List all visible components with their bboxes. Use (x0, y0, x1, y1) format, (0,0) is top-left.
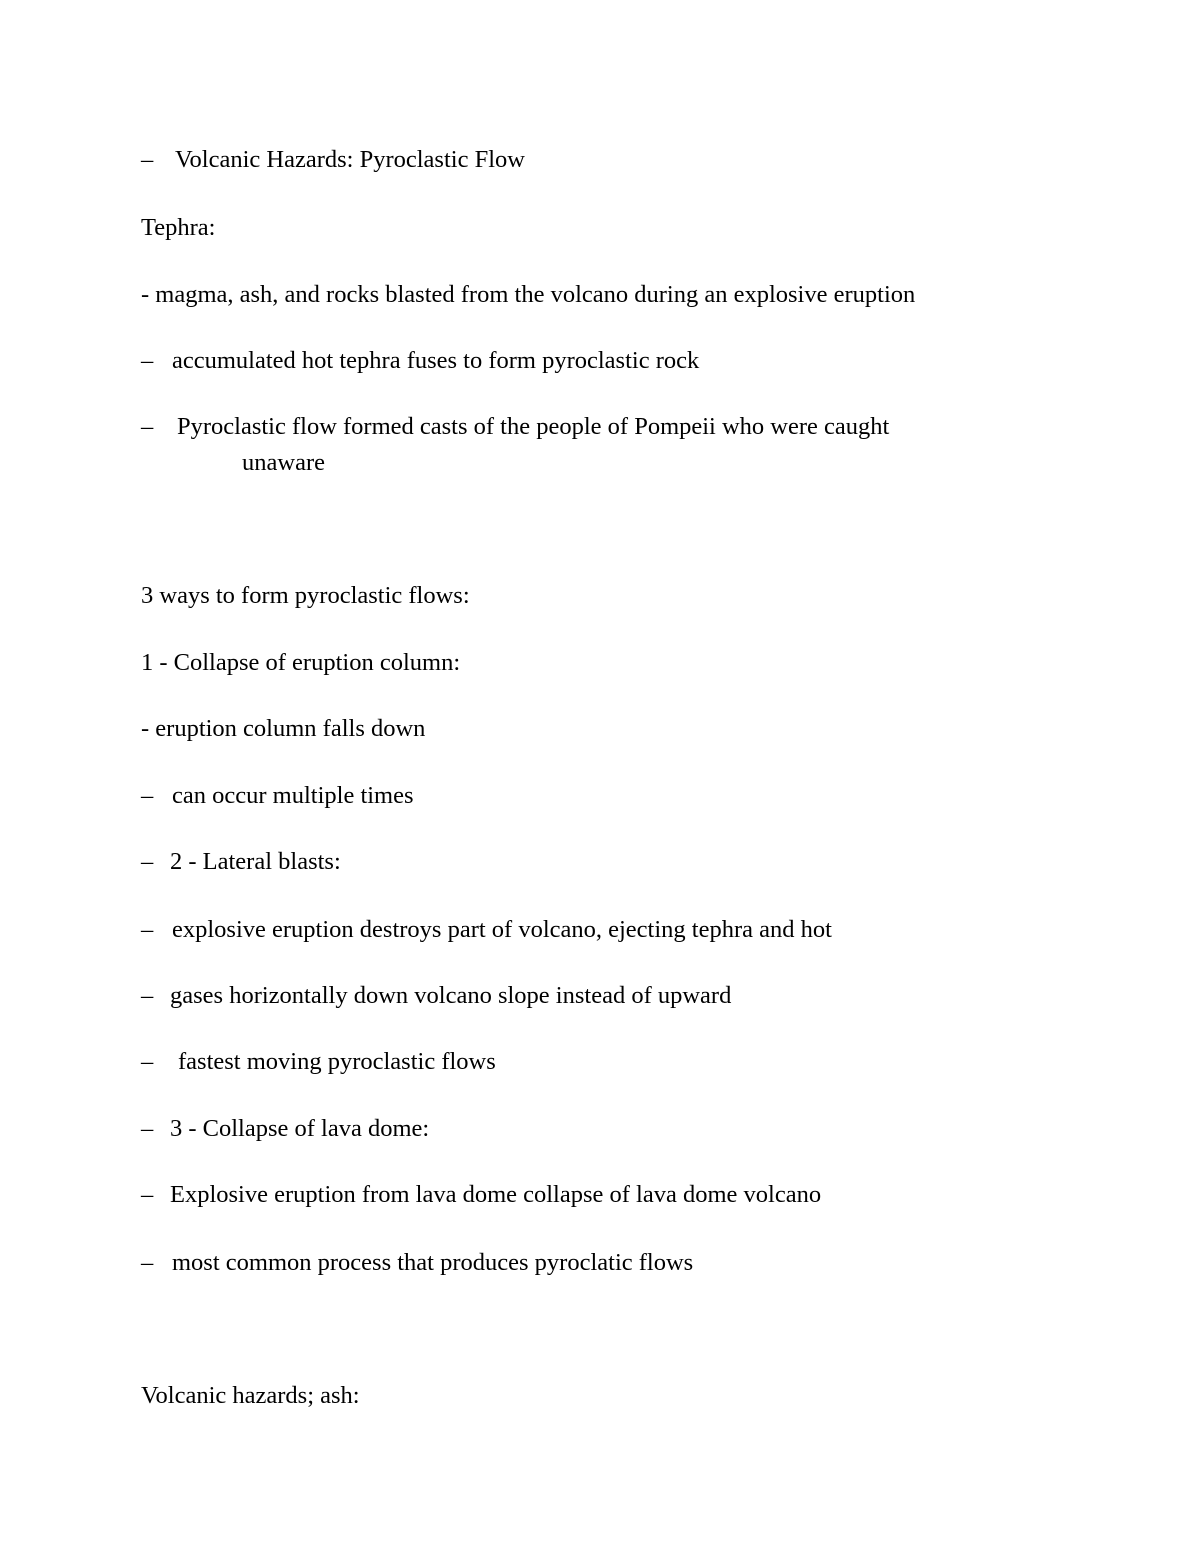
line-text: Explosive eruption from lava dome collapse of lava dome volcano (170, 1181, 822, 1208)
line-text: 2 - Lateral blasts: (170, 848, 341, 875)
line-text: 3 ways to form pyroclastic flows: (141, 582, 470, 609)
line-text: 1 - Collapse of eruption column: (141, 649, 461, 676)
heading-pyroclastic-flow (141, 144, 525, 176)
way-3-heading (141, 1113, 429, 1145)
line-text: Tephra: (141, 214, 216, 241)
label-tephra (141, 212, 215, 244)
bullet-dash: – (141, 1181, 154, 1208)
line-text: fastest moving pyroclastic flows (178, 1048, 496, 1075)
way-3-bullet-1 (141, 1179, 821, 1211)
line-text: Volcanic Hazards: Pyroclastic Flow (175, 146, 525, 173)
line-text: 3 - Collapse of lava dome: (170, 1115, 430, 1142)
bullet-dash: – (141, 347, 154, 374)
line-text: explosive eruption destroys part of volcano, ejecting tephra and hot (172, 916, 832, 943)
tephra-bullet-fuses (141, 345, 699, 377)
way-2-bullet-3 (141, 1046, 496, 1078)
bullet-dash: – (141, 1048, 154, 1075)
line-text: Pyroclastic flow formed casts of the people of Pompeii who were caught (177, 413, 890, 440)
way-1-bullet (141, 780, 414, 812)
line-text: can occur multiple times (172, 782, 414, 809)
line-text: Volcanic hazards; ash: (141, 1382, 360, 1409)
bullet-dash: – (141, 1249, 154, 1276)
line-text: most common process that produces pyroclatic flows (172, 1249, 694, 1276)
bullet-dash: – (141, 146, 154, 173)
line-text: gases horizontally down volcano slope instead of upward (170, 982, 732, 1009)
heading-volcanic-ash (141, 1380, 360, 1412)
line-text: - eruption column falls down (141, 715, 426, 742)
heading-three-ways (141, 580, 470, 612)
bullet-dash: – (141, 413, 154, 440)
bullet-dash: – (141, 1115, 154, 1142)
bullet-dash: – (141, 982, 154, 1009)
bullet-dash: – (141, 848, 154, 875)
tephra-bullet-pompeii (141, 411, 889, 443)
way-2-heading (141, 846, 341, 878)
way-2-bullet-2 (141, 980, 731, 1012)
tephra-definition (141, 279, 915, 311)
way-1-detail (141, 713, 425, 745)
tephra-bullet-pompeii-continued (242, 447, 325, 479)
line-text: - magma, ash, and rocks blasted from the volcano during an explosive eruption (141, 281, 916, 308)
way-1-heading (141, 647, 460, 679)
way-2-bullet-1 (141, 914, 832, 946)
bullet-dash: – (141, 916, 154, 943)
line-text: unaware (242, 449, 325, 476)
way-3-bullet-2 (141, 1247, 693, 1279)
line-text: accumulated hot tephra fuses to form pyroclastic rock (172, 347, 700, 374)
bullet-dash: – (141, 782, 154, 809)
